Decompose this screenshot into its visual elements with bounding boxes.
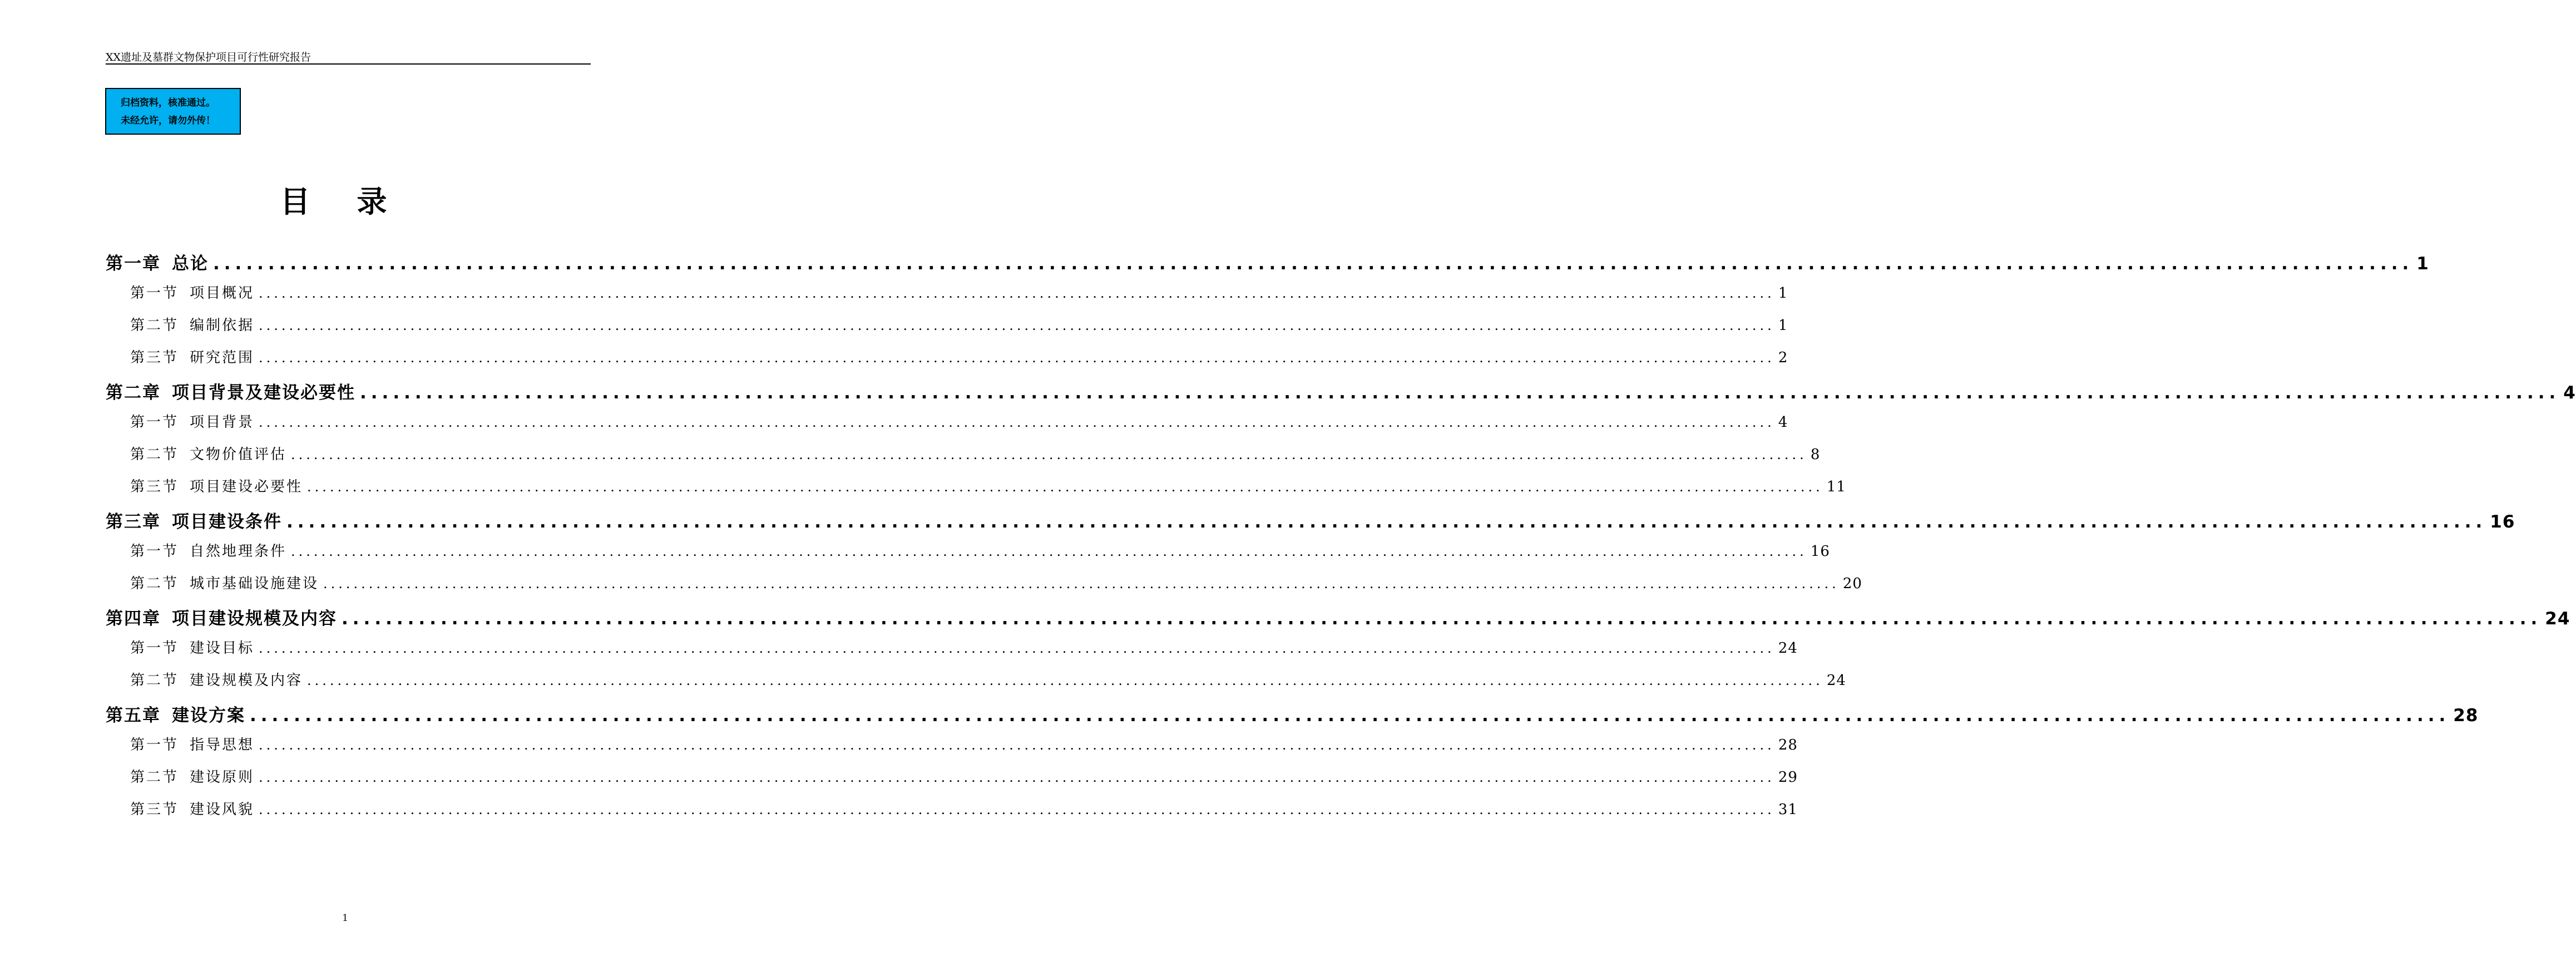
toc-section-1-3[interactable] <box>130 346 1788 367</box>
toc-title: 目录 <box>280 184 434 219</box>
toc-section-2-1[interactable] <box>130 411 1788 431</box>
toc-entry-number: 第二节 <box>130 575 179 592</box>
toc-dot-leader: ........................................................................................................................................................................................................ <box>259 285 1775 301</box>
toc-entry-number: 第三节 <box>130 349 179 366</box>
toc-entry-number: 第二节 <box>130 672 179 689</box>
notice-line-2: 未经允许，请勿外传！ <box>121 115 215 126</box>
toc-entry-label: 项目背景 <box>190 414 255 431</box>
toc-entry-label: 建设原则 <box>190 769 255 786</box>
toc-entry-number: 第三节 <box>130 801 179 818</box>
toc-chapter-1[interactable] <box>106 249 2429 274</box>
toc-section-2-2[interactable] <box>130 443 1821 464</box>
toc-entry-page: 16 <box>1810 543 1830 560</box>
toc-entry-page: 20 <box>1842 575 1862 592</box>
toc-dot-leader: ........................................................................................................................................................................................................ <box>291 447 1807 462</box>
toc-entry-page: 28 <box>1778 737 1798 753</box>
toc-entry-label: 研究范围 <box>190 349 255 366</box>
toc-entry-number: 第二章 <box>106 383 161 403</box>
toc-dot-leader: ........................................................................................................................................................................................................ <box>286 512 2487 532</box>
toc-dot-leader: ........................................................................................................................................................................................................ <box>259 737 1775 753</box>
toc-entry-page: 4 <box>2563 383 2576 403</box>
toc-entry-page: 11 <box>1826 479 1846 495</box>
toc-entry-page: 16 <box>2490 512 2515 532</box>
toc-entry-number: 第五章 <box>106 706 161 726</box>
toc-entry-page: 1 <box>1778 285 1788 302</box>
toc-dot-leader: ........................................................................................................................................................................................................ <box>291 544 1807 559</box>
toc-chapter-3[interactable] <box>106 507 2515 533</box>
toc-entry-label: 项目概况 <box>190 285 255 302</box>
toc-dot-leader: ........................................................................................................................................................................................................ <box>323 576 1840 591</box>
toc-entry-page: 24 <box>1778 640 1798 657</box>
toc-section-5-1[interactable] <box>130 733 1798 754</box>
toc-dot-leader: ........................................................................................................................................................................................................ <box>213 254 2414 274</box>
toc-entry-number: 第一节 <box>130 640 179 657</box>
toc-entry-page: 24 <box>2545 609 2570 629</box>
toc-dot-leader: ........................................................................................................................................................................................................ <box>307 479 1823 495</box>
archive-notice-box <box>105 88 241 135</box>
toc-dot-leader: ........................................................................................................................................................................................................ <box>342 609 2542 629</box>
toc-entry-number: 第二节 <box>130 317 179 334</box>
toc-entry-page: 28 <box>2453 706 2479 726</box>
toc-entry-page: 1 <box>2416 254 2429 274</box>
toc-chapter-4[interactable] <box>106 604 2570 629</box>
toc-entry-label: 建设目标 <box>190 640 255 657</box>
toc-entry-number: 第一节 <box>130 737 179 753</box>
toc-chapter-2[interactable] <box>106 378 2576 403</box>
toc-section-2-3[interactable] <box>130 475 1846 496</box>
toc-entry-number: 第一章 <box>106 254 161 274</box>
toc-section-3-1[interactable] <box>130 540 1830 560</box>
toc-entry-label: 指导思想 <box>190 737 255 753</box>
toc-entry-label: 城市基础设施建设 <box>190 575 319 592</box>
notice-line-1: 归档资料，核准通过。 <box>121 97 215 109</box>
toc-entry-number: 第四章 <box>106 609 161 629</box>
toc-entry-page: 29 <box>1778 769 1798 786</box>
toc-entry-label: 总论 <box>172 254 209 274</box>
toc-entry-label: 文物价值评估 <box>190 446 287 463</box>
toc-entry-number: 第一节 <box>130 285 179 302</box>
toc-entry-label: 自然地理条件 <box>190 543 287 560</box>
toc-entry-label: 建设风貌 <box>190 801 255 818</box>
toc-entry-label: 建设方案 <box>172 706 245 726</box>
page-number: 1 <box>342 913 348 924</box>
toc-section-3-2[interactable] <box>130 572 1862 593</box>
running-header: XX遗址及墓群文物保护项目可行性研究报告 <box>106 49 591 65</box>
toc-entry-label: 项目建设规模及内容 <box>172 609 337 629</box>
toc-entry-label: 编制依据 <box>190 317 255 334</box>
toc-entry-number: 第一节 <box>130 543 179 560</box>
toc-section-1-2[interactable] <box>130 314 1788 334</box>
toc-section-4-2[interactable] <box>130 669 1846 689</box>
toc-entry-number: 第一节 <box>130 414 179 431</box>
toc-dot-leader: ........................................................................................................................................................................................................ <box>259 415 1775 430</box>
toc-entry-number: 第三章 <box>106 512 161 532</box>
toc-entry-page: 24 <box>1826 672 1846 689</box>
toc-dot-leader: ........................................................................................................................................................................................................ <box>250 706 2450 726</box>
toc-entry-page: 1 <box>1778 317 1788 334</box>
toc-entry-page: 2 <box>1778 349 1788 366</box>
toc-entry-page: 4 <box>1778 414 1788 431</box>
toc-dot-leader: ........................................................................................................................................................................................................ <box>259 770 1775 785</box>
toc-entry-label: 项目建设必要性 <box>190 479 303 495</box>
toc-section-5-2[interactable] <box>130 766 1798 786</box>
toc-section-5-3[interactable] <box>130 798 1798 819</box>
toc-entry-label: 项目建设条件 <box>172 512 282 532</box>
toc-dot-leader: ........................................................................................................................................................................................................ <box>259 802 1775 817</box>
toc-section-4-1[interactable] <box>130 637 1798 657</box>
toc-dot-leader: ........................................................................................................................................................................................................ <box>259 350 1775 366</box>
toc-entry-page: 8 <box>1810 446 1821 463</box>
toc-entry-number: 第三节 <box>130 479 179 495</box>
toc-dot-leader: ........................................................................................................................................................................................................ <box>360 383 2560 403</box>
toc-entry-number: 第二节 <box>130 446 179 463</box>
toc-chapter-5[interactable] <box>106 701 2479 726</box>
toc-dot-leader: ........................................................................................................................................................................................................ <box>259 318 1775 333</box>
toc-dot-leader: ........................................................................................................................................................................................................ <box>307 673 1823 688</box>
toc-entry-label: 项目背景及建设必要性 <box>172 383 355 403</box>
toc-entry-page: 31 <box>1778 801 1798 818</box>
toc-dot-leader: ........................................................................................................................................................................................................ <box>259 640 1775 656</box>
toc-section-1-1[interactable] <box>130 282 1788 302</box>
toc-entry-number: 第二节 <box>130 769 179 786</box>
toc-entry-label: 建设规模及内容 <box>190 672 303 689</box>
